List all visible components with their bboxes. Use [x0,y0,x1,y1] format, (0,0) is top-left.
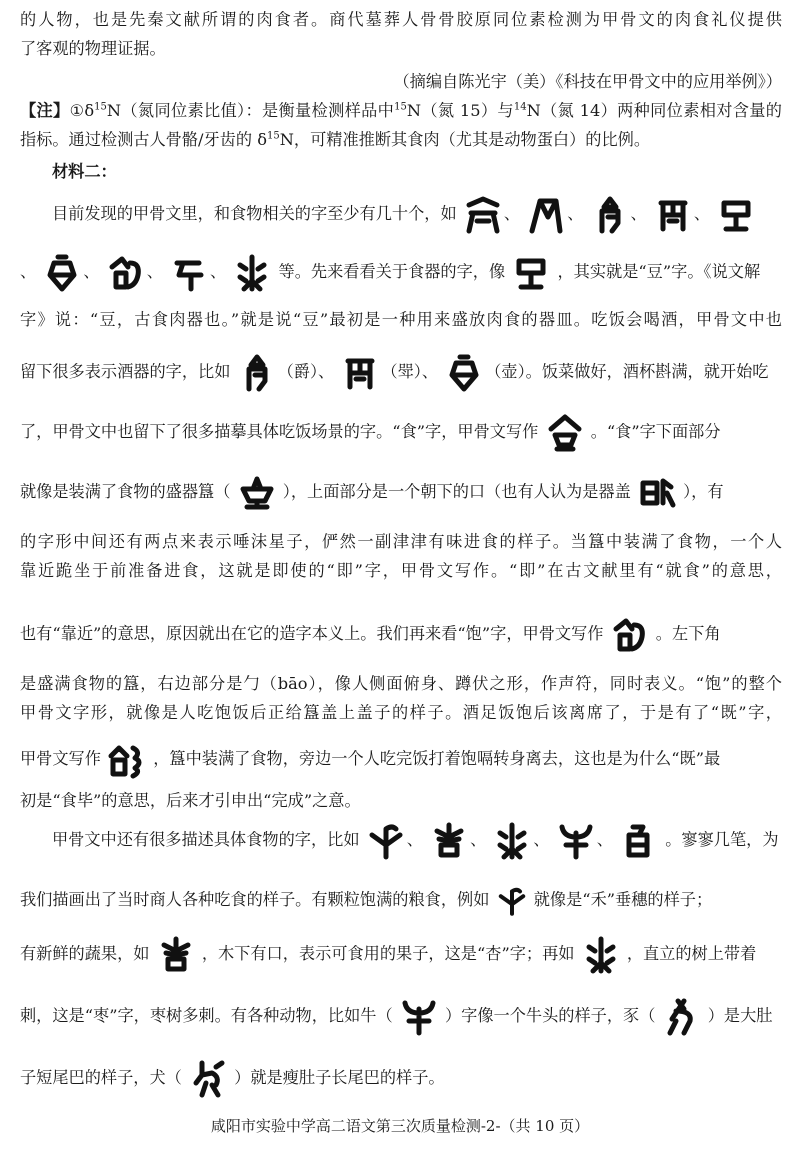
oracle-glyph-ji-icon [107,740,147,780]
text-line: 子短尾巴的样子，犬（ ）就是瘦肚子长尾巴的样子。 [20,1056,782,1108]
text-line: 甲骨文中还有很多描述具体食物的字，比如 、 、 、 、 。寥寥几笔，为 [20,818,782,870]
oracle-glyph-icon [526,195,566,235]
oracle-glyph-quan-icon [188,1059,228,1099]
oracle-glyph-zao-icon [492,821,532,861]
oracle-glyph-he-icon [496,885,528,917]
text-line: 字》说：“豆，古食肉器也。”就是说“豆”最初是一种用来盛放肉食的器皿。吃饭会喝酒，甲骨文中也 [20,310,782,329]
text-line: 的人物，也是先秦文献所谓的肉食者。商代墓葬人骨骨胶原同位素检测为甲骨文的肉食礼仪提供 [20,10,782,29]
oracle-glyph-dou-icon [511,253,551,293]
note-line: 指标。通过检测古人骨骼/牙齿的 $\delta^{15}N$，可精准推断其食肉（尤其是动物蛋白）的比例。 [20,130,651,149]
text-line: 甲骨文字形，就像是人吃饱饭后正给簋盖上盖子的样子。酒足饭饱后该离席了，于是有了“既”字， [20,703,782,722]
note-tag: 【注】 [20,101,70,120]
section-heading: 材料二： [52,162,117,181]
oracle-glyph-he-icon [366,821,406,861]
oracle-glyph-niu-icon [556,821,596,861]
oracle-glyph-jia-icon [340,353,380,393]
oracle-glyph-xing-icon [156,935,196,975]
text-line: 是盛满食物的簋，右边部分是勹（bāo），像人侧面俯身、蹲伏之形，作声符，同时表义。“饱”的整个 [20,674,782,693]
text-line: 、 、 、 、 等。先来看看关于食器的字，像 ，其实就是“豆”字。《说文解 [20,250,782,302]
oracle-glyph-shi-icon [545,413,585,453]
page-footer: 咸阳市实验中学高二语文第三次质量检测-2-（共 10 页） [210,1117,590,1135]
oracle-glyph-dou-icon [716,195,756,235]
oracle-glyph-hu-icon [444,353,484,393]
text-line: 有新鲜的蔬果，如 ，木下有口，表示可食用的果子，这是“杏”字；再如 ，直立的树上带着 [20,932,782,984]
text-line: 的字形中间还有两点来表示唾沫星子，俨然一副津津有味进食的样子。当簋中装满了食物，一个人 [20,532,782,551]
text-line: 也有“靠近”的意思，原因就出在它的造字本义上。我们再来看“饱”字，甲骨文写作 。左下角 [20,612,782,664]
note-line: 【注】$①\delta^{15}N$（氮同位素比值）：是衡量检测样品中$^{15}$N（氮 15）与$^{14}$N（氮 14）两种同位素相对含量的 [20,101,782,120]
text-line: 留下很多表示酒器的字，比如 （爵）、 （斝）、 （壶）。饭菜做好，酒杯斟满，就开始吃 [20,350,782,402]
oracle-glyph-icon [619,821,659,861]
oracle-glyph-icon [463,195,503,235]
oracle-glyph-gui-icon [237,473,277,513]
text-line: 了，甲骨文中也留下了很多描摹具体吃饭场景的字。“食”字，甲骨文写作 。“食”字下面部分 [20,410,782,462]
text-line: 靠近跪坐于前准备进食，这就是即使的“即”字，甲骨文写作。“即”在古文献里有“就食”的意思， [20,561,782,580]
oracle-glyph-jia-icon [653,195,693,235]
text-line: 就像是装满了食物的盛器簋（ ），上面部分是一个朝下的口（也有人认为是器盖 ），有 [20,470,782,522]
oracle-glyph-hu-icon [42,253,82,293]
oracle-glyph-lid-icon [637,473,677,513]
oracle-glyph-zao-icon [581,935,621,975]
oracle-glyph-bao-icon [610,615,650,655]
oracle-glyph-icon [169,253,209,293]
text-line: 我们描画出了当时商人各种吃食的样子。有颗粒饱满的粮食，例如 就像是“禾”垂穗的样子； [20,878,782,930]
oracle-glyph-jue-icon [237,353,277,393]
text-line: 甲骨文写作 ，簋中装满了食物，旁边一个人吃完饭打着饱嗝转身离去，这也是为什么“既”最 [20,737,782,789]
text-line: 目前发现的甲骨文里，和食物相关的字至少有几十个，如 、 、 、 、 [20,192,782,244]
oracle-glyph-niu-icon [399,997,439,1037]
text-line: 了客观的物理证据。 [20,39,166,58]
oracle-glyph-shi-pig-icon [662,997,702,1037]
oracle-glyph-bao-icon [106,253,146,293]
oracle-glyph-jue-icon [590,195,630,235]
source-citation: （摘编自陈光宇（美）《科技在甲骨文中的应用举例》） [393,72,782,91]
oracle-glyph-xing-icon [429,821,469,861]
oracle-glyph-zao-icon [232,253,272,293]
text-line: 初是“食毕”的意思，后来才引申出“完成”之意。 [20,791,361,810]
text-line: 刺，这是“枣”字，枣树多刺。有各种动物，比如牛（ ）字像一个牛头的样子，豕（ ）是大肚 [20,994,782,1046]
